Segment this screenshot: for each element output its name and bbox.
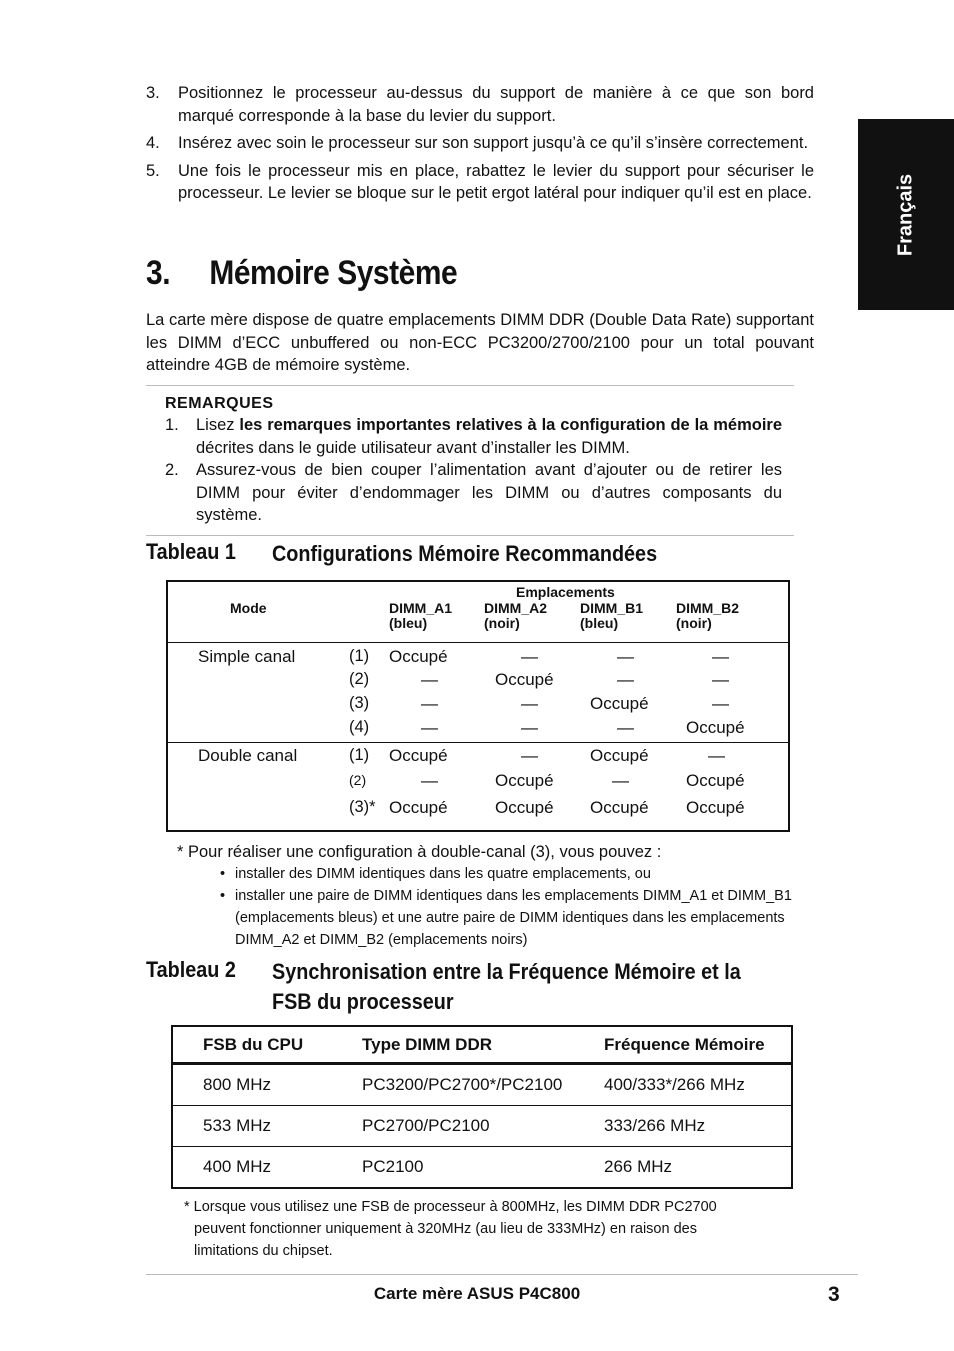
intro-paragraph: La carte mère dispose de quatre emplacements DIMM DDR (Double Data Rate) supportant les DIMM d’ECC unbuffered ou non-ECC PC3200/2700/2100 pour un total pouvant atteindre 4GB de mémoire système. (146, 311, 814, 374)
header-dimm-type: Type DIMM DDR (362, 1034, 493, 1054)
cell: — (617, 670, 634, 689)
footnote-bullet: • installer des DIMM identiques dans les quatre emplacements, ou (220, 866, 651, 882)
cell: — (712, 670, 729, 689)
memory-config-table (166, 580, 790, 832)
step-text: Positionnez le processeur au-dessus du support de manière à ce que son bord marqué corresponde à la base du levier du support. (178, 84, 814, 125)
cell: 266 MHz (604, 1157, 673, 1176)
cell: Occupé (686, 771, 745, 790)
cell: Occupé (495, 798, 554, 817)
header-slot-b1: DIMM_B1 (bleu) (580, 600, 644, 631)
note-item (165, 414, 782, 459)
cell: — (617, 647, 634, 666)
page-number: 3 (828, 1283, 840, 1306)
note-number: 2. (165, 461, 179, 479)
notes-title: REMARQUES (165, 395, 274, 412)
header-emplacements: Emplacements (516, 584, 615, 600)
row-index: (1) (349, 647, 370, 665)
step-number: 4. (146, 134, 160, 152)
cell: — (521, 746, 538, 765)
cell: — (421, 694, 438, 713)
cell: Occupé (389, 647, 448, 666)
note-number: 1. (165, 416, 179, 434)
table2-label: Tableau 2 (146, 957, 236, 982)
cell: 333/266 MHz (604, 1116, 706, 1135)
step-text: Insérez avec soin le processeur sur son support jusqu’à ce qu’il s’insère correctement. (178, 134, 809, 152)
cell: Occupé (495, 670, 554, 689)
row-index: (3) (349, 694, 370, 712)
footnote-bullet: • installer une paire de DIMM identiques dans les emplacements DIMM_A1 et DIMM_B1 (emplacements bleus) et une autre paire de DIMM identiques dans les emplacements DIMM_A2 et DIMM_B2 (emplacements noirs) (220, 888, 792, 948)
cell: Occupé (590, 694, 649, 713)
cell: Occupé (389, 798, 448, 817)
section-heading: Mémoire Système (209, 254, 458, 292)
table2-title: Synchronisation entre la Fréquence Mémoire et la FSB du processeur (272, 959, 741, 1014)
table2-header-row (173, 1027, 791, 1065)
notes-list (146, 414, 794, 527)
section-number: 3. (146, 254, 171, 292)
note-text-pre: Lisez (196, 416, 240, 434)
language-tab (858, 119, 954, 310)
footnote-intro: * Pour réaliser une configuration à double-canal (3), vous pouvez : (177, 843, 662, 861)
note-item (165, 459, 782, 527)
table-row (173, 1147, 791, 1187)
row-index: (3)* (349, 798, 376, 816)
cell: PC2700/PC2100 (362, 1116, 490, 1135)
notes-box (146, 385, 794, 536)
cell: — (521, 718, 538, 737)
row-index: (1) (349, 746, 370, 764)
footer-divider (146, 1274, 858, 1275)
language-tab-label: Français (894, 173, 917, 256)
header-slot-a2: DIMM_A2 (noir) (484, 600, 548, 631)
mode-double-canal: Double canal (198, 746, 298, 765)
step-text: Une fois le processeur mis en place, rabattez le levier du support pour sécuriser le processeur. Le levier se bloque sur le petit ergot latéral pour indiquer qu’il est en place. (178, 161, 814, 202)
note-text-post: décrites dans le guide utilisateur avant d’installer les DIMM. (196, 438, 630, 457)
row-index: (2) (349, 772, 367, 788)
table1-title: Configurations Mémoire Recommandées (272, 541, 658, 566)
cell: Occupé (495, 771, 554, 790)
cell: Occupé (686, 798, 745, 817)
section-title (146, 254, 457, 293)
cell: — (712, 694, 729, 713)
cell: Occupé (590, 798, 649, 817)
step-item (146, 160, 814, 205)
table1-caption (146, 539, 657, 569)
cell: 400 MHz (203, 1157, 272, 1176)
step-item (146, 132, 814, 155)
cell: — (421, 718, 438, 737)
cell: — (421, 670, 438, 689)
cell: 800 MHz (203, 1075, 272, 1094)
cell: — (712, 647, 729, 666)
table1-footnote (177, 842, 797, 951)
footer-title: Carte mère ASUS P4C800 (373, 1284, 581, 1303)
cell: — (617, 718, 634, 737)
step-number: 5. (146, 161, 160, 180)
cell: 400/333*/266 MHz (604, 1075, 745, 1094)
cell: — (421, 771, 438, 790)
note-text: Assurez-vous de bien couper l’alimentation avant d’ajouter ou de retirer les DIMM pour éviter d’endommager les DIMM ou d’autres composants du système. (196, 461, 782, 524)
header-mode: Mode (230, 600, 267, 616)
cell: Occupé (590, 746, 649, 765)
cell: — (612, 771, 629, 790)
cell: Occupé (389, 746, 448, 765)
header-slot-a1: DIMM_A1 (bleu) (389, 600, 453, 631)
table-row (173, 1065, 791, 1106)
cell: PC3200/PC2700*/PC2100 (362, 1075, 563, 1094)
step-number: 3. (146, 84, 160, 102)
footnote-bullets (177, 863, 797, 951)
cell: — (521, 647, 538, 666)
installation-steps (146, 82, 814, 210)
row-index: (2) (349, 670, 370, 688)
cell: PC2100 (362, 1157, 424, 1176)
table2-footnote: * Lorsque vous utilisez une FSB de processeur à 800MHz, les DIMM DDR PC2700 peuvent fonctionner uniquement à 320MHz (au lieu de 333MHz) en raison des limitations du chipset. (184, 1199, 717, 1259)
cell: Occupé (686, 718, 745, 737)
header-slot-b2: DIMM_B2 (noir) (676, 600, 740, 631)
table1-label: Tableau 1 (146, 539, 236, 564)
cell: 533 MHz (203, 1116, 272, 1135)
table1-group-separator (168, 742, 788, 743)
step-item (146, 82, 814, 127)
note-text-bold: les remarques importantes relatives à la configuration de la mémoire (239, 416, 783, 434)
mode-simple-canal: Simple canal (198, 647, 296, 666)
cell: — (521, 694, 538, 713)
table1-header (168, 582, 788, 643)
header-fsb: FSB du CPU (203, 1034, 304, 1054)
header-memory-freq: Fréquence Mémoire (604, 1034, 765, 1054)
table-row (173, 1106, 791, 1147)
table2-caption (146, 957, 741, 1017)
fsb-frequency-table (171, 1025, 793, 1189)
row-index: (4) (349, 718, 370, 736)
cell: — (708, 746, 725, 765)
